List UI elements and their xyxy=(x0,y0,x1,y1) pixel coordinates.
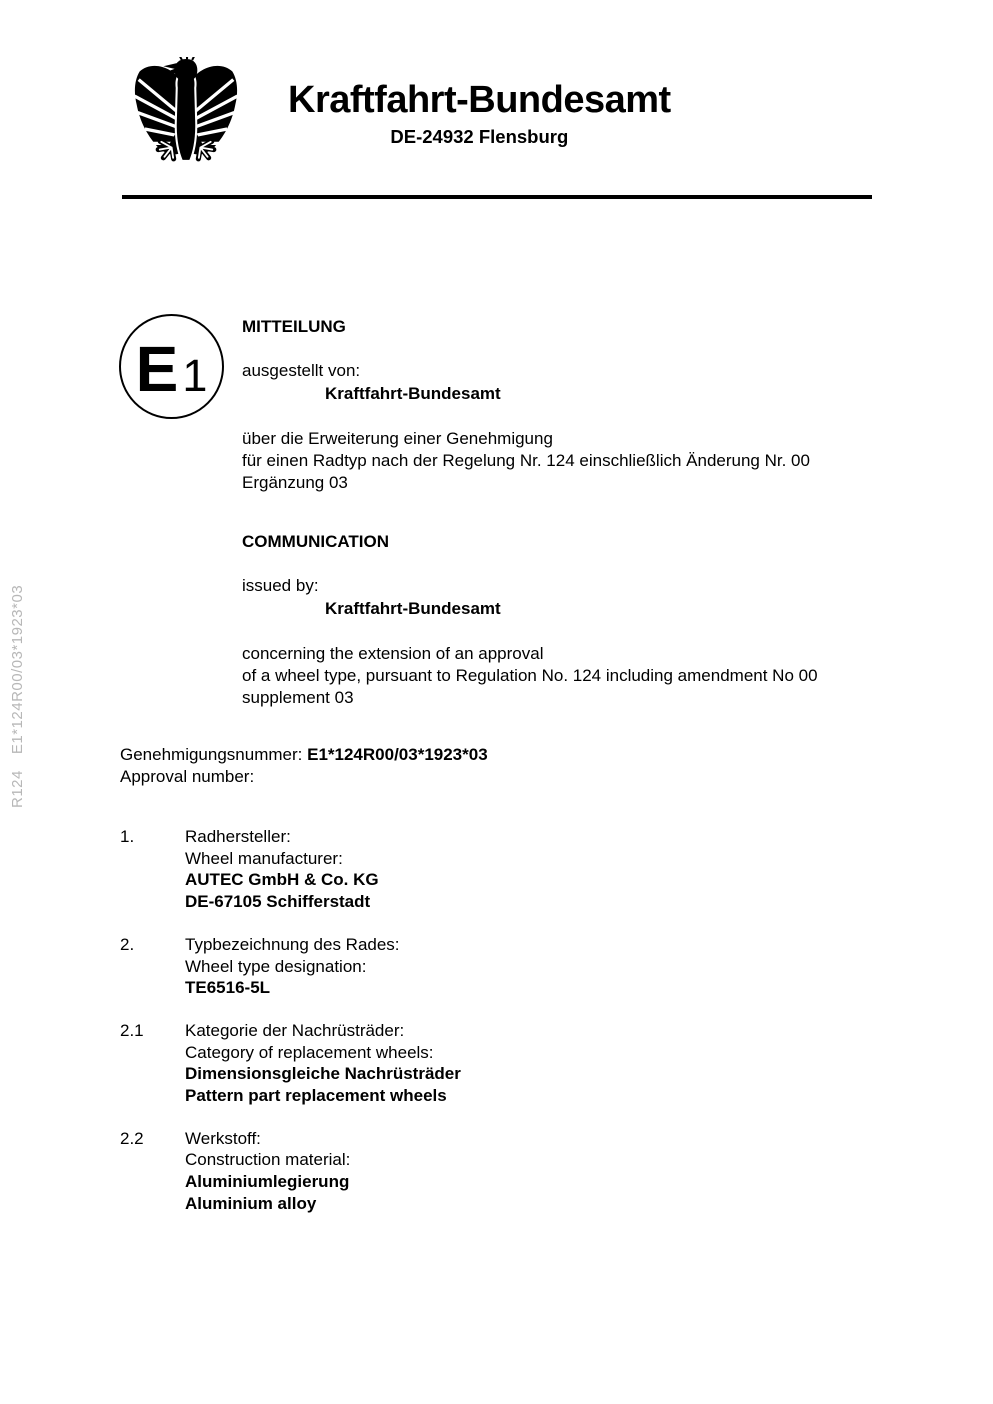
approval-number-line-de xyxy=(120,744,488,766)
item-wheel-type xyxy=(120,934,461,999)
item-body xyxy=(185,826,379,913)
item-label-de: Typbezeichnung des Rades: xyxy=(185,934,400,954)
item-label-en: Wheel type designation: xyxy=(185,956,367,976)
item-number: 2.2 xyxy=(120,1128,144,1148)
item-value: TE6516-5L xyxy=(185,978,271,998)
item-label-de: Werkstoff: xyxy=(185,1128,261,1148)
agency-title: Kraftfahrt-Bundesamt xyxy=(288,79,671,121)
mitteilung-issued-by-label: ausgestellt von: xyxy=(242,361,361,380)
item-value: Dimensionsgleiche Nachrüsträder xyxy=(185,1064,461,1084)
approval-number-label-en: Approval number: xyxy=(120,767,255,786)
item-body xyxy=(185,934,400,999)
item-number: 2. xyxy=(120,934,135,954)
item-label-en: Construction material: xyxy=(185,1150,351,1170)
mitteilung-body-line: für einen Radtyp nach der Regelung Nr. 124 einschließlich Änderung Nr. 00 xyxy=(242,451,810,471)
header-divider xyxy=(122,195,872,199)
item-construction-material xyxy=(120,1128,461,1215)
side-approval-ref: E1*124R00/03*1923*03 xyxy=(9,584,26,755)
side-reference-text xyxy=(9,585,26,808)
e1-approval-mark xyxy=(119,314,224,419)
item-value: DE-67105 Schifferstadt xyxy=(185,892,371,912)
mitteilung-body xyxy=(242,428,922,493)
item-label-en: Wheel manufacturer: xyxy=(185,848,343,868)
mitteilung-body-line: über die Erweiterung einer Genehmigung xyxy=(242,429,553,449)
side-regulation-ref: R124 xyxy=(9,770,26,808)
item-body xyxy=(185,1020,461,1107)
section-mitteilung xyxy=(242,316,922,494)
item-label-de: Radhersteller: xyxy=(185,827,291,846)
item-body xyxy=(185,1128,350,1215)
approval-number-value: E1*124R00/03*1923*03 xyxy=(307,745,488,764)
communication-body-line: supplement 03 xyxy=(242,687,354,707)
communication-issuer: Kraftfahrt-Bundesamt xyxy=(325,598,501,618)
communication-body xyxy=(242,643,922,708)
item-number: 2.1 xyxy=(120,1020,144,1040)
item-value: Aluminium alloy xyxy=(185,1193,317,1213)
mitteilung-heading: MITTEILUNG xyxy=(242,317,346,336)
mitteilung-issuer: Kraftfahrt-Bundesamt xyxy=(325,383,501,403)
communication-heading: COMMUNICATION xyxy=(242,532,389,551)
item-list xyxy=(120,826,461,1236)
document-header xyxy=(288,80,671,148)
communication-body-line: concerning the extension of an approval xyxy=(242,644,544,664)
communication-body-line: of a wheel type, pursuant to Regulation No. 124 including amendment No 00 xyxy=(242,666,818,686)
federal-eagle-logo xyxy=(134,57,238,165)
item-wheel-category xyxy=(120,1020,461,1107)
approval-number-label-de: Genehmigungsnummer: xyxy=(120,745,303,764)
mitteilung-body-line: Ergänzung 03 xyxy=(242,472,348,492)
item-value: Aluminiumlegierung xyxy=(185,1172,350,1192)
item-value: Pattern part replacement wheels xyxy=(185,1086,447,1106)
agency-location: DE-24932 Flensburg xyxy=(390,126,569,147)
eagle-icon xyxy=(134,57,238,165)
item-wheel-manufacturer xyxy=(120,826,461,913)
e-mark-letter: E xyxy=(135,333,179,405)
item-label-de: Kategorie der Nachrüsträder: xyxy=(185,1020,405,1040)
section-communication xyxy=(242,531,922,709)
item-value: AUTEC GmbH & Co. KG xyxy=(185,870,379,890)
approval-number-block xyxy=(120,744,488,788)
item-number: 1. xyxy=(120,827,135,846)
e-mark-number: 1 xyxy=(182,350,208,401)
item-label-en: Category of replacement wheels: xyxy=(185,1042,434,1062)
communication-issued-by-label: issued by: xyxy=(242,576,319,595)
